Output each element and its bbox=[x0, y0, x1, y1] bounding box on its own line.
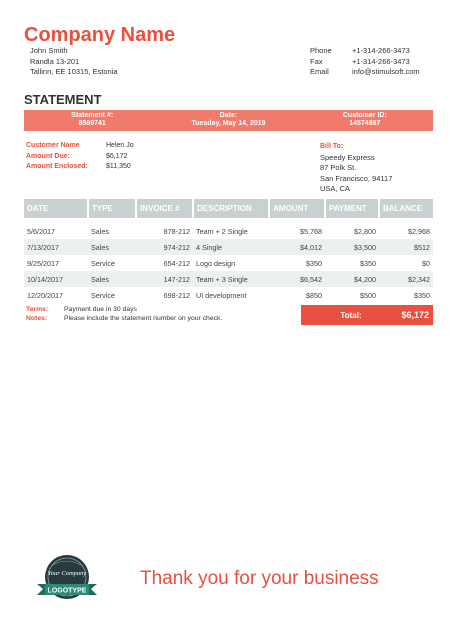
table-row bbox=[24, 271, 433, 287]
logo-ribbon-text: LOGOTYPE bbox=[47, 587, 87, 595]
contact-label: Phone bbox=[310, 46, 332, 55]
cell-invoice: 878-212 bbox=[136, 221, 193, 240]
customer-name-row bbox=[26, 141, 134, 152]
terms-row bbox=[26, 306, 222, 315]
customer-id-cell bbox=[297, 110, 433, 131]
band-value: 14574897 bbox=[349, 120, 381, 127]
cell-date: 5/6/2017 bbox=[24, 221, 88, 240]
sender-address bbox=[30, 46, 118, 78]
cell-balance: $0 bbox=[422, 258, 430, 268]
cell-balance: $350 bbox=[414, 290, 430, 300]
table-row bbox=[24, 287, 433, 303]
cell-type: Service bbox=[91, 258, 115, 268]
customer-label: Amount Due: bbox=[26, 152, 70, 160]
customer-value: $6,172 bbox=[106, 152, 128, 160]
cell-invoice: 698-212 bbox=[163, 290, 190, 300]
cell-type: Service bbox=[91, 290, 115, 300]
cell-amount: $5,768 bbox=[269, 221, 325, 240]
bill-to-line: Speedy Express bbox=[320, 152, 375, 162]
table-row bbox=[24, 221, 433, 240]
amount-due-row bbox=[26, 152, 134, 163]
contact-row-phone bbox=[310, 46, 420, 57]
bill-to-line: 87 Polk St. bbox=[320, 163, 357, 172]
cell-balance: $512 bbox=[379, 239, 433, 255]
table-row bbox=[24, 239, 433, 255]
customer-value: $11,350 bbox=[106, 163, 131, 170]
table-header-row bbox=[24, 199, 433, 221]
band-label: Date: bbox=[219, 112, 238, 119]
statement-info-band bbox=[24, 110, 433, 131]
bill-to bbox=[320, 142, 392, 195]
cell-type: Sales bbox=[88, 271, 136, 287]
cell-date: 7/13/2017 bbox=[24, 239, 88, 255]
customer-summary bbox=[26, 141, 134, 173]
band-value: 8569741 bbox=[78, 120, 106, 127]
sender-line: Tallinn, EE 10315, Estonia bbox=[30, 67, 118, 76]
company-logo bbox=[35, 551, 99, 609]
cell-payment: $4,200 bbox=[325, 271, 379, 287]
column-header-date: DATE bbox=[24, 199, 88, 221]
cell-payment: $3,500 bbox=[325, 239, 379, 255]
column-header-description: DESCRIPTION bbox=[193, 199, 269, 221]
band-label: Statement #: bbox=[71, 112, 114, 119]
statement-table bbox=[24, 199, 433, 303]
band-label: Customer ID: bbox=[342, 112, 387, 119]
statement-date-cell bbox=[160, 110, 296, 131]
cell-amount: $850 bbox=[306, 290, 322, 300]
terms-label: Terms: bbox=[26, 306, 49, 313]
cell-invoice: 654-212 bbox=[163, 258, 190, 268]
terms-value: Payment due in 30 days bbox=[64, 306, 137, 313]
contact-label: Fax bbox=[310, 56, 323, 66]
total-box bbox=[301, 305, 433, 325]
company-contact bbox=[310, 46, 420, 78]
column-header-payment: PAYMENT bbox=[325, 199, 379, 221]
cell-amount: $6,542 bbox=[269, 271, 325, 287]
contact-row-fax bbox=[310, 57, 420, 68]
contact-value: +1-314-266-3473 bbox=[352, 56, 410, 66]
bill-to-label: Bill To: bbox=[320, 143, 344, 150]
contact-value: info@stimulsoft.com bbox=[352, 67, 420, 76]
statement-number-cell bbox=[24, 110, 160, 131]
cell-description: Team + 2 Single bbox=[193, 221, 269, 240]
total-value: $6,172 bbox=[401, 310, 429, 320]
cell-payment: $350 bbox=[360, 258, 376, 268]
cell-type: Sales bbox=[88, 221, 136, 240]
cell-description: Team + 3 Single bbox=[193, 271, 269, 287]
statement-title: STATEMENT bbox=[24, 92, 102, 107]
cell-date: 12/20/2017 bbox=[27, 290, 63, 300]
cell-invoice: 974-212 bbox=[136, 239, 193, 255]
amount-enclosed-row bbox=[26, 162, 134, 173]
total-label: Total: bbox=[340, 310, 362, 320]
sender-line: John Smith bbox=[30, 46, 68, 55]
cell-date: 10/14/2017 bbox=[24, 271, 88, 287]
terms-notes bbox=[26, 306, 222, 323]
column-header-type: TYPE bbox=[88, 199, 136, 221]
customer-label: Customer Name bbox=[26, 142, 80, 149]
column-header-balance: BALANCE bbox=[379, 199, 433, 221]
cell-type: Sales bbox=[88, 239, 136, 255]
logo-script-text: Your Company bbox=[47, 570, 87, 577]
customer-label: Amount Enclosed: bbox=[26, 163, 88, 170]
column-header-invoice: INVOICE # bbox=[136, 199, 193, 221]
cell-invoice: 147-212 bbox=[136, 271, 193, 287]
notes-value: Please include the statement number on your check. bbox=[64, 314, 223, 322]
sender-line: Randla 13-201 bbox=[30, 56, 80, 66]
thank-you-message: Thank you for your business bbox=[140, 568, 379, 589]
bill-to-line: San Francisco, 94117 bbox=[320, 173, 393, 183]
cell-payment: $2,800 bbox=[325, 221, 379, 240]
band-value: Tuesday, May 14, 2019 bbox=[191, 120, 266, 127]
company-name: Company Name bbox=[24, 24, 176, 46]
cell-payment: $500 bbox=[360, 290, 376, 300]
contact-value: +1-314-266-3473 bbox=[352, 46, 410, 55]
notes-label: Notes: bbox=[26, 314, 48, 322]
bill-to-line: USA, CA bbox=[320, 184, 351, 193]
customer-value: Helen Jo bbox=[106, 142, 134, 149]
cell-amount: $4,012 bbox=[269, 239, 325, 255]
cell-description: 4 Single bbox=[193, 239, 269, 255]
cell-balance: $2,968 bbox=[379, 221, 433, 240]
cell-balance: $2,342 bbox=[379, 271, 433, 287]
table-row bbox=[24, 255, 433, 271]
column-header-amount: AMOUNT bbox=[269, 199, 325, 221]
cell-amount: $350 bbox=[306, 258, 322, 268]
contact-label: Email bbox=[310, 67, 329, 76]
cell-date: 9/25/2017 bbox=[27, 258, 59, 268]
cell-description: UI development bbox=[196, 290, 247, 300]
contact-row-email bbox=[310, 67, 420, 78]
cell-description: Logo design bbox=[196, 258, 236, 268]
notes-row bbox=[26, 315, 222, 324]
